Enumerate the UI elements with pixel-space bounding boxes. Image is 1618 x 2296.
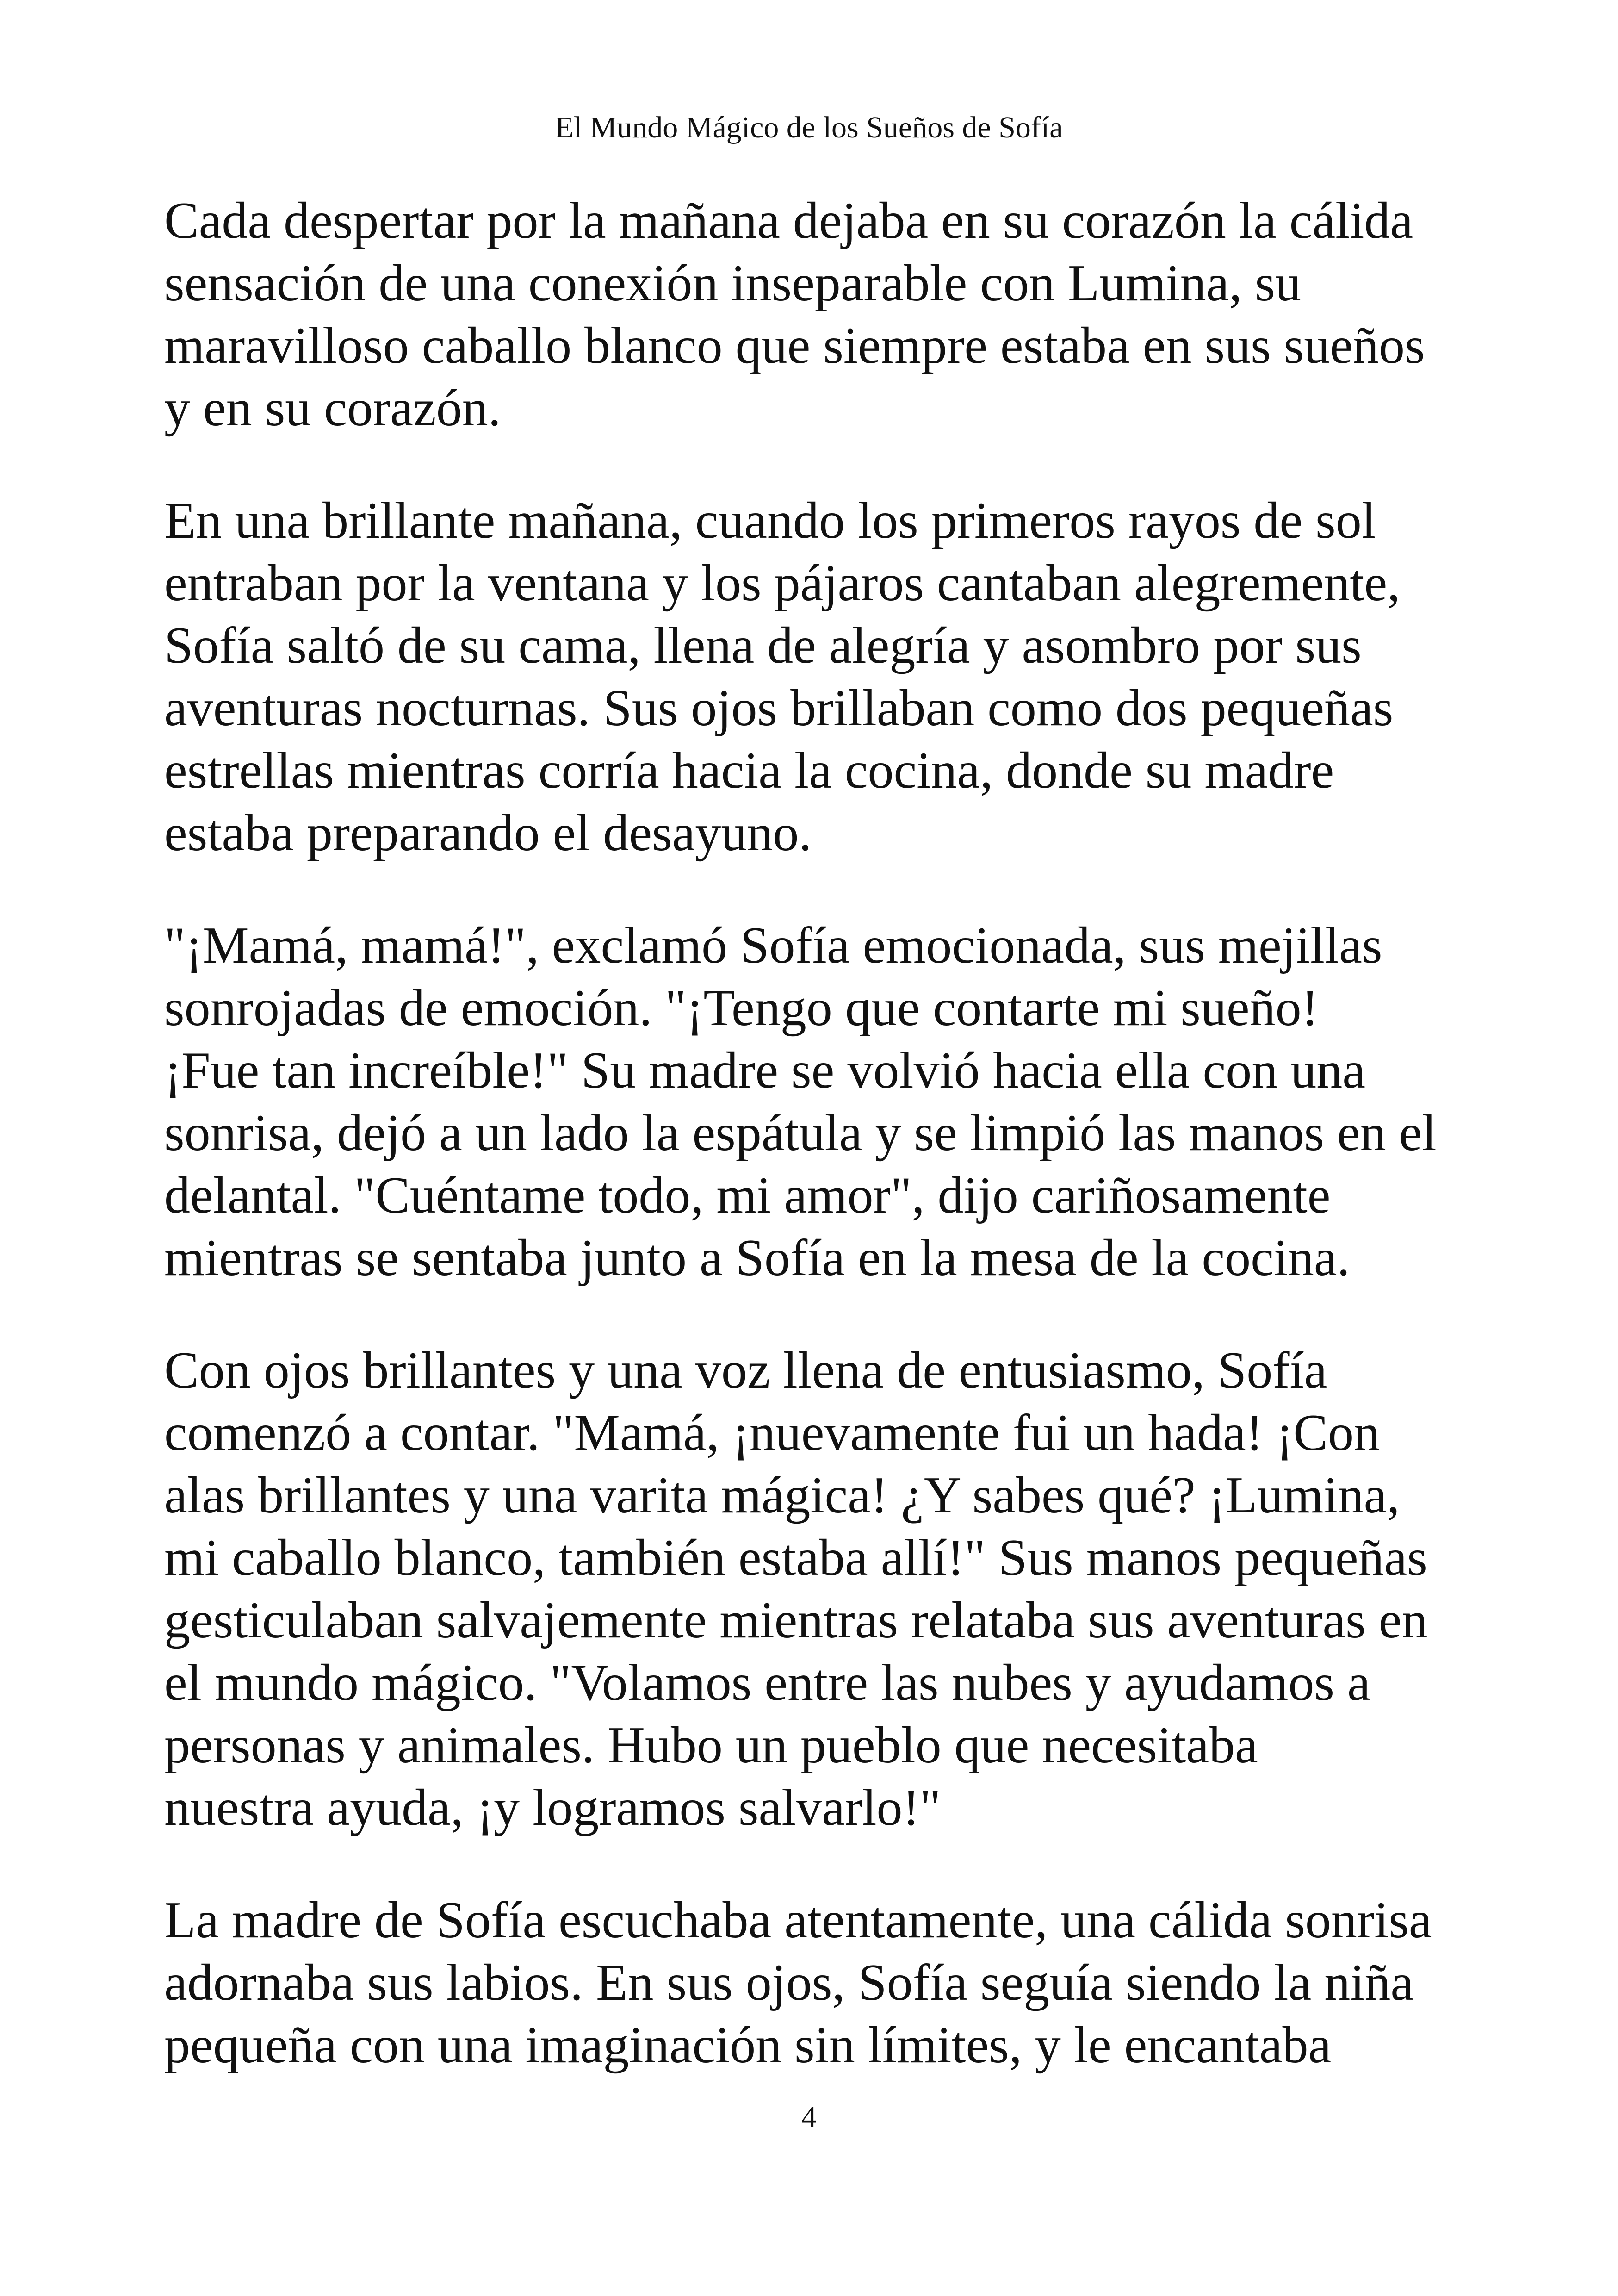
text-line: mientras se sentaba junto a Sofía en la mesa de la cocina.	[164, 1229, 1350, 1287]
body-text	[164, 190, 1474, 2127]
text-line: maravilloso caballo blanco que siempre estaba en sus sueños	[164, 317, 1425, 374]
text-line: gesticulaban salvajemente mientras relataba sus aventuras en	[164, 1592, 1428, 1649]
paragraph-4	[164, 1339, 1474, 1839]
text-line: Sofía saltó de su cama, llena de alegría y asombro por sus	[164, 617, 1362, 674]
paragraph-2	[164, 490, 1474, 865]
text-line: adornaba sus labios. En sus ojos, Sofía seguía siendo la niña	[164, 1954, 1414, 2011]
text-line: Cada despertar por la mañana dejaba en su corazón la cálida	[164, 192, 1413, 249]
text-line: "¡Mamá, mamá!", exclamó Sofía emocionada, sus mejillas	[164, 917, 1382, 974]
text-line: alas brillantes y una varita mágica! ¿Y sabes qué? ¡Lumina,	[164, 1467, 1400, 1524]
page-number: 4	[801, 2100, 817, 2134]
text-line: mi caballo blanco, también estaba allí!" Sus manos pequeñas	[164, 1529, 1427, 1587]
text-line: estrellas mientras corría hacia la cocina, donde su madre	[164, 742, 1334, 799]
paragraph-1	[164, 190, 1474, 440]
text-line: comenzó a contar. "Mamá, ¡nuevamente fui un hada! ¡Con	[164, 1404, 1380, 1462]
text-line: nuestra ayuda, ¡y logramos salvarlo!"	[164, 1779, 941, 1836]
text-line: personas y animales. Hubo un pueblo que necesitaba	[164, 1717, 1258, 1774]
text-line: delantal. "Cuéntame todo, mi amor", dijo cariñosamente	[164, 1167, 1331, 1224]
text-line: Con ojos brillantes y una voz llena de entusiasmo, Sofía	[164, 1342, 1327, 1399]
paragraph-5	[164, 1889, 1474, 2077]
running-header: El Mundo Mágico de los Sueños de Sofía	[555, 111, 1063, 144]
text-line: aventuras nocturnas. Sus ojos brillaban como dos pequeñas	[164, 679, 1394, 737]
text-line: sonrojadas de emoción. "¡Tengo que contarte mi sueño!	[164, 979, 1319, 1037]
text-line: En una brillante mañana, cuando los primeros rayos de sol	[164, 492, 1376, 549]
text-line: La madre de Sofía escuchaba atentamente, una cálida sonrisa	[164, 1892, 1432, 1949]
text-line: sonrisa, dejó a un lado la espátula y se limpió las manos en el	[164, 1104, 1437, 1162]
text-line: sensación de una conexión inseparable con Lumina, su	[164, 255, 1301, 312]
text-line: entraban por la ventana y los pájaros cantaban alegremente,	[164, 554, 1401, 612]
paragraph-3	[164, 915, 1474, 1289]
text-line: ¡Fue tan increíble!" Su madre se volvió hacia ella con una	[164, 1042, 1365, 1099]
text-line: el mundo mágico. "Volamos entre las nubes y ayudamos a	[164, 1654, 1370, 1711]
text-line: pequeña con una imaginación sin límites, y le encantaba	[164, 2016, 1332, 2074]
text-line: estaba preparando el desayuno.	[164, 804, 812, 862]
text-line: y en su corazón.	[164, 380, 501, 437]
